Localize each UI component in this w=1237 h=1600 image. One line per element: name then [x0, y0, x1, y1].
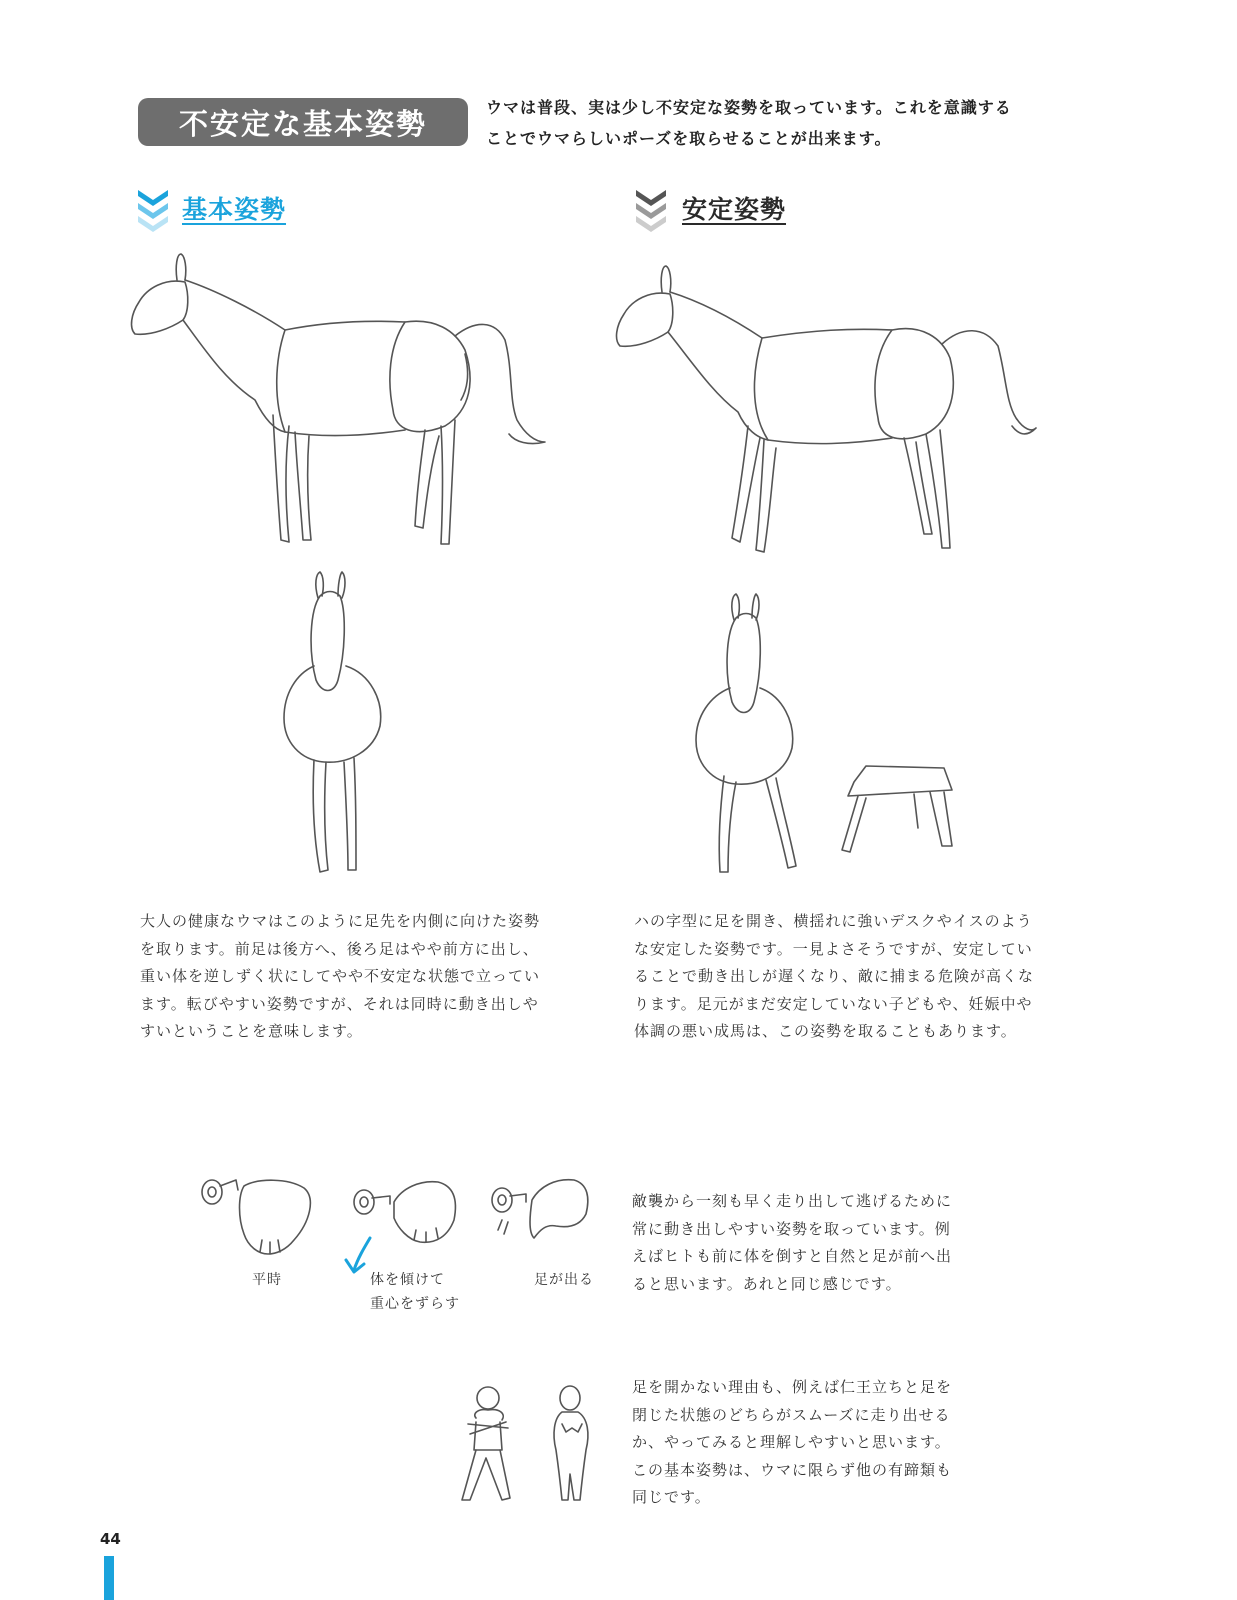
- text-line: 常に動き出しやすい姿勢を取っています。例: [632, 1219, 951, 1238]
- text-line: 足を開かない理由も、例えば仁王立ちと足を: [632, 1378, 953, 1396]
- text-line: ます。転びやすい姿勢ですが、それは同時に動き出しや: [140, 994, 539, 1013]
- caption-line: 重心をずらす: [370, 1296, 460, 1312]
- text-line: を取ります。前足は後方へ、後ろ足はやや前方に出し、: [140, 939, 539, 958]
- weight-diagram-normal-sketch: [198, 1178, 324, 1262]
- chevron-down-icon: [136, 188, 170, 238]
- text-line: この基本姿勢は、ウマに限らず他の有蹄類も: [632, 1460, 953, 1479]
- text-line: 敵襲から一刻も早く走り出して逃げるために: [632, 1192, 953, 1210]
- stable-description: [634, 908, 1104, 1046]
- caption-normal: 平時: [252, 1272, 282, 1288]
- intro-line: ウマは普段、実は少し不安定な姿勢を取っています。これを意識する: [486, 98, 1012, 117]
- horse-side-basic-sketch: [125, 250, 555, 560]
- text-line: か、やってみると理解しやすいと思います。: [632, 1433, 951, 1451]
- intro-text: [486, 92, 1066, 154]
- intro-line: ことでウマらしいポーズを取らせることが出来ます。: [486, 129, 892, 148]
- caption-tilt: [370, 1268, 460, 1316]
- text-line: 同じです。: [632, 1488, 711, 1506]
- horse-side-stable-sketch: [612, 262, 1042, 562]
- text-line: すいということを意味します。: [140, 1022, 363, 1040]
- section-heading-stable: 安定姿勢: [682, 195, 787, 224]
- text-line: 閉じた状態のどちらがスムーズに走り出せる: [632, 1405, 951, 1424]
- text-line: ると思います。あれと同じ感じです。: [632, 1274, 902, 1293]
- page-accent-bar: [104, 1556, 114, 1600]
- text-line: 重い体を逆しずく状にしてやや不安定な状態で立ってい: [140, 967, 541, 985]
- text-line: ることで動き出しが遅くなり、敵に捕まる危険が高くな: [634, 967, 1035, 985]
- text-line: な安定した姿勢です。一見よさそうですが、安定してい: [634, 939, 1033, 958]
- text-line: ります。足元がまだ安定していない子どもや、妊娠中や: [634, 994, 1033, 1013]
- text-line: 体調の悪い成馬は、この姿勢を取ることもあります。: [634, 1022, 1017, 1040]
- chevron-down-icon: [634, 188, 668, 238]
- stance-note: [632, 1374, 992, 1512]
- basic-description: [140, 908, 610, 1046]
- page-number: 44: [100, 1530, 121, 1548]
- motion-note: [632, 1188, 992, 1298]
- text-line: ハの字型に足を開き、横揺れに強いデスクやイスのよう: [634, 912, 1033, 930]
- section-heading-basic: 基本姿勢: [182, 195, 287, 224]
- weight-diagram-tilt-sketch: [350, 1178, 465, 1278]
- caption-step: 足が出る: [534, 1272, 594, 1288]
- weight-diagram-step-sketch: [490, 1178, 600, 1262]
- text-line: えばヒトも前に体を倒すと自然と足が前へ出: [632, 1247, 953, 1265]
- human-stance-sketch: [458, 1384, 598, 1508]
- text-line: 大人の健康なウマはこのように足先を内側に向けた姿勢: [140, 912, 541, 930]
- horse-front-basic-sketch: [280, 570, 390, 880]
- caption-line: 体を傾けて: [370, 1272, 445, 1288]
- page-title: 不安定な基本姿勢: [138, 98, 468, 146]
- horse-front-stable-sketch: [690, 590, 980, 890]
